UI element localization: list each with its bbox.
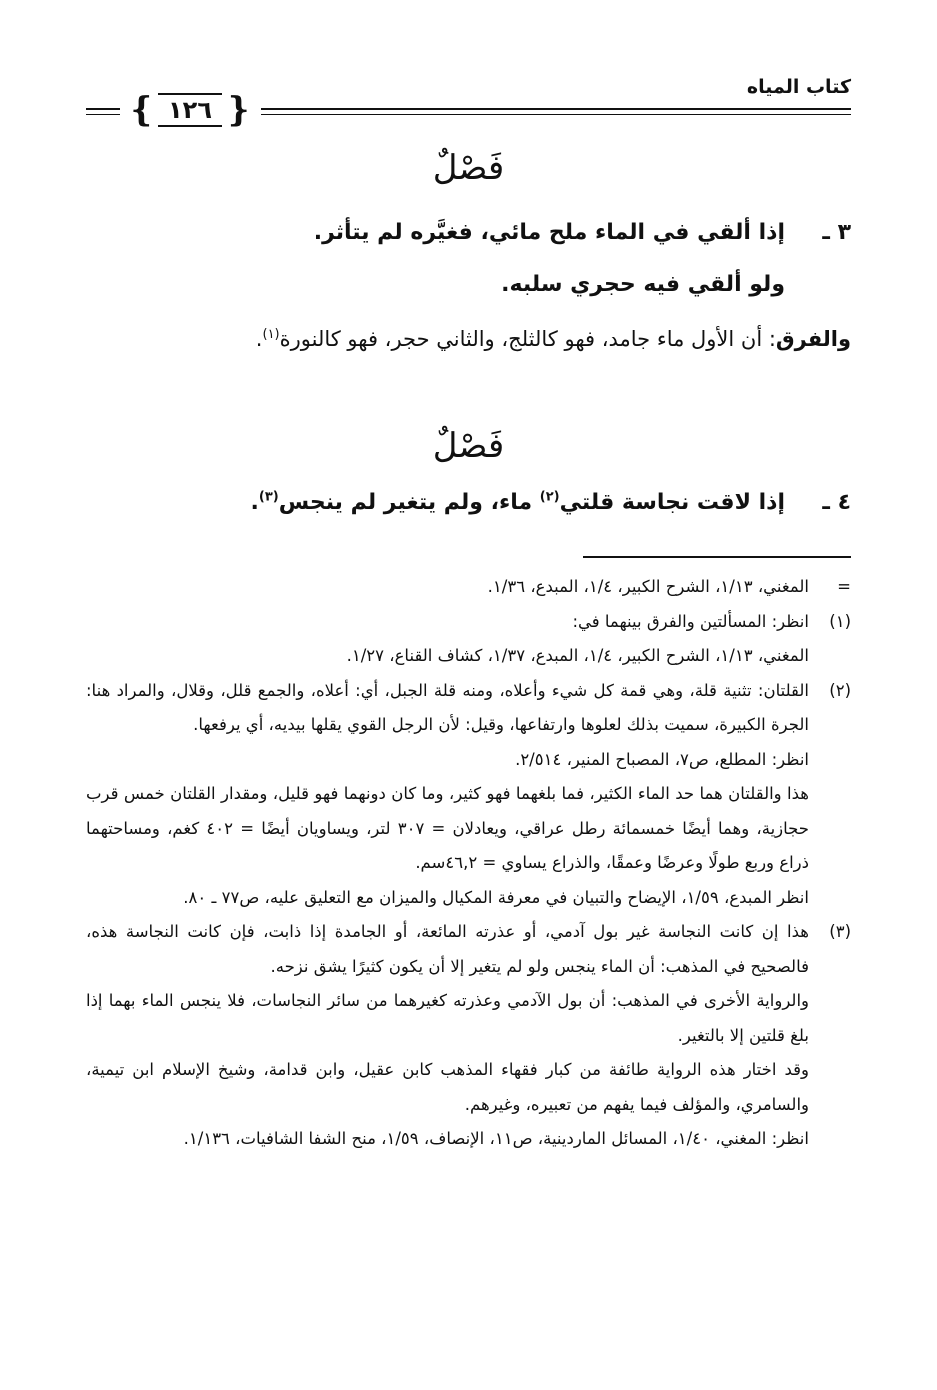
footnote-line: هذا إن كانت النجاسة غير بول آدمي، أو عذرته المائعة، أو الجامدة إذا ذابت، فإن كانت النجاسة هذه، فالصحيح في المذهب: أن الماء ينجس ولو لم يتغير إلا أن يكون كثيرًا يشق نزحه. [86,922,809,976]
rule-number: ٣ ـ [822,220,851,245]
section-heading-text: فَصْلٌ [432,426,505,466]
rule-text: إذا ألقي في الماء ملح مائي، فغيَّره لم يتأثر. [313,220,785,245]
rule-number: ٤ ـ [822,490,851,515]
footnote-line: القلتان: تثنية قلة، وهي قمة كل شيء وأعلاه، ومنه قلة الجبل، أي: أعلاه، والجمع قلل، وقلال، والمراد هنا: الجرة الكبيرة، سميت بذلك لعلوها وارتفاعها، وقيل: لأن الرجل القوي يقلها بيديه، أي يرفعها. [86,680,809,734]
footnotes [86,570,851,1157]
footnote-line: انظر: المغني، ١/٤٠، المسائل الماردينية، ص١١، الإنصاف، ١/٥٩، منح الشفا الشافيات، ١/١٣٦. [183,1129,809,1148]
section-heading-text: فَصْلٌ [432,148,505,188]
page-number: ١٢٦ [158,93,222,127]
header-rule [261,108,851,110]
footnote-mark: = [837,577,851,596]
difference-label: والفرق [775,327,851,351]
footnote-ref[interactable]: (٣) [258,489,279,505]
footnote-line: والرواية الأخرى في المذهب: أن بول الآدمي وعذرته كغيرهما من سائر النجاسات، فلا ينجس الماء بهما إذا بلغ قلتين إلا بالتغير. [86,991,809,1045]
footnote-mark: (١) [829,611,851,631]
footnote-continuation [86,570,851,605]
chapter-title: كتاب المياه [746,76,851,98]
rule-text-part: إذا لاقت نجاسة قلتي [559,490,785,515]
ornament-bracket-icon: ❴ [223,90,253,130]
rule-3-continuation [86,270,785,300]
footnote-line: وقد اختار هذه الرواية طائفة من كبار فقهاء المذهب كابن عقيل، وابن قدامة، وشيخ الإسلام ابن تيمية، والسامري، والمؤلف فيما يفهم من تعبيره، وغيرهم. [86,1060,809,1114]
page-number-frame [122,90,258,130]
footnote-separator [583,556,851,558]
footnote-line: انظر: المطلع، ص٧، المصباح المنير، ٢/٥١٤. [515,749,809,769]
footnote-line: انظر: المسألتين والفرق بينهما في: [572,611,809,631]
rule-text: ولو ألقي فيه حجري سلبه. [501,272,785,297]
section-heading [0,148,937,188]
footnote-mark: (٣) [829,922,851,941]
rule-4 [86,488,851,518]
page-header [86,68,851,130]
footnote-line: المغني، ١/١٣، الشرح الكبير، ١/٤، المبدع، ١/٣٧، كشاف القناع، ١/٢٧. [346,646,809,665]
difference-paragraph [86,320,851,358]
footnote-2 [86,674,851,916]
footnote-3 [86,915,851,1157]
ornament-bracket-icon: ❵ [127,90,157,130]
footnote-line: هذا والقلتان هما حد الماء الكثير، فما بلغهما فهو كثير، وما كان دونهما فهو قليل، ومقدار القلتان خمس قرب حجازية، وهما أيضًا خمسمائة رطل عراقي، ويعادلان = ٣٠٧ لتر، ويساويان أيضًا = ٤٠٢ كغم، ومساحتهما ذراع وربع طولًا وعرضًا وعمقًا، والذراع يساوي = ٤٦,٢سم. [86,784,810,872]
footnote-line: المغني، ١/١٣، الشرح الكبير، ١/٤، المبدع، ١/٣٦. [487,577,809,596]
footnote-line: انظر المبدع، ١/٥٩، الإيضاح والتبيان في معرفة المكيال والميزان مع التعليق عليه، ص٧٧ ـ ٨٠. [183,887,809,907]
header-rule-left-thin [86,114,120,115]
section-heading [0,426,937,466]
rule-3 [86,218,851,248]
footnote-mark: (٢) [829,680,851,700]
difference-text: : أن الأول ماء جامد، فهو كالثلج، والثاني حجر، فهو كالنورة [279,327,776,351]
footnote-1 [86,605,851,674]
rule-text-end: . [250,490,259,515]
footnote-ref[interactable]: (٢) [539,489,560,505]
footnote-ref[interactable]: (١) [262,327,280,342]
header-rule-thin [261,114,851,115]
difference-end: . [255,327,263,351]
header-rule-left [86,108,120,110]
rule-text-part: ماء، ولم يتغير لم ينجس [278,490,540,515]
rule-text [86,488,785,518]
